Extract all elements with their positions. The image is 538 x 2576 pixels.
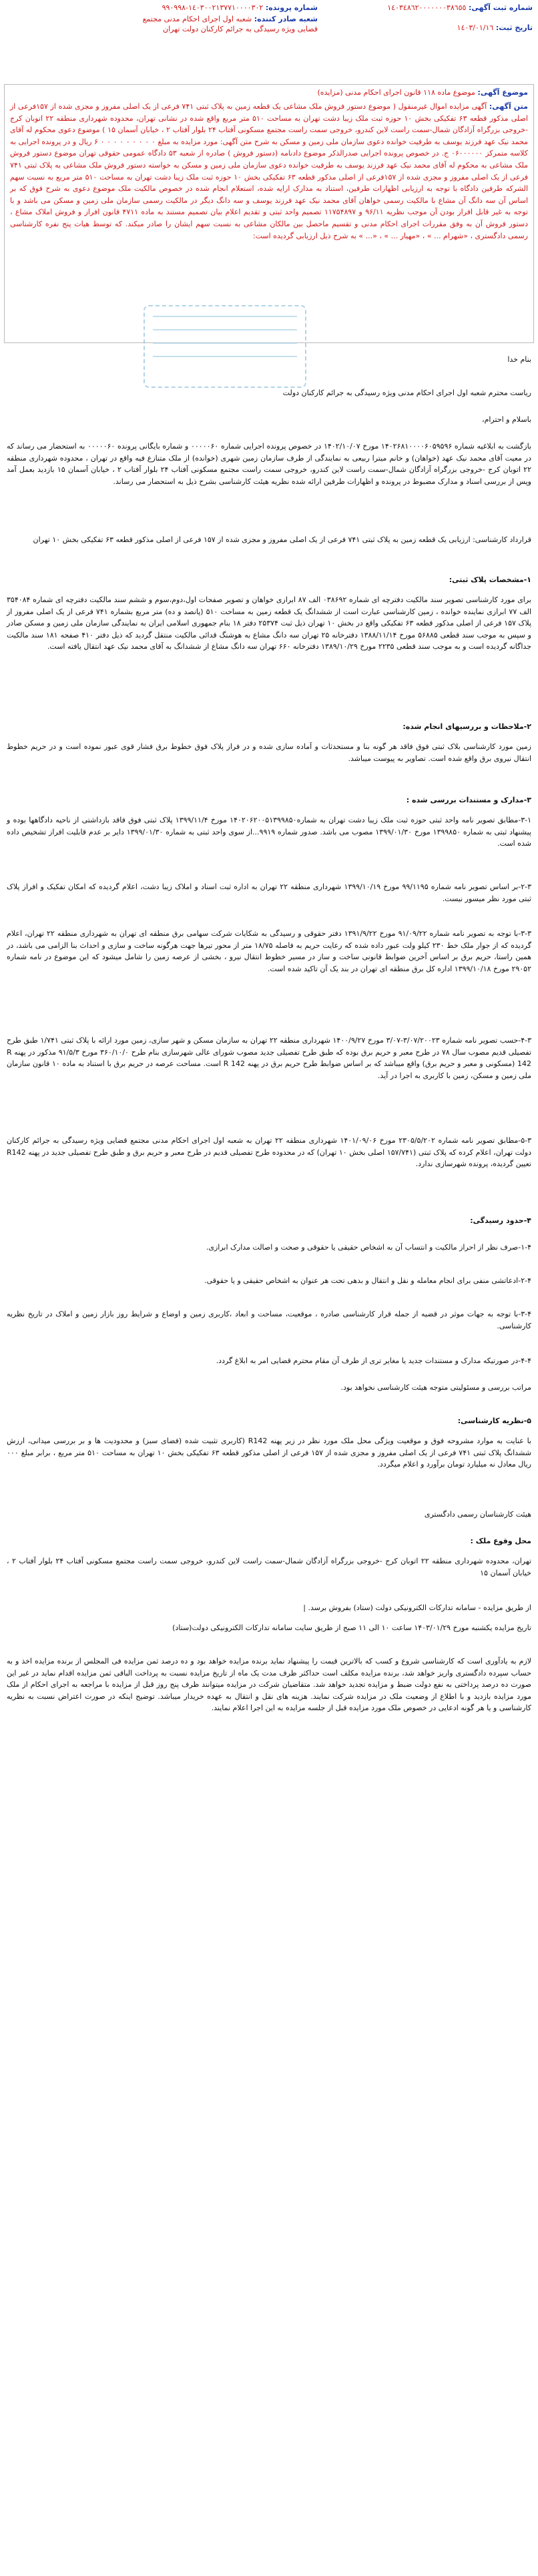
file-and-issuer: [133, 3, 318, 34]
file-number-label: شماره پرونده:: [265, 3, 318, 12]
section-4-heading: ۴-حدود رسیدگی:: [470, 1216, 531, 1225]
ad-text-body: آگهی مزایده اموال غیرمنقول ( موضوع دستور فروش ملک مشاعی یک قطعه زمین به پلاک ثبتی ۷۴۱ فرعی از یک اصلی مفروز و مجزی شده از ۱۵۷فرعی از اصلی مذکور قطعه ۶۳ تفکیکی بخش ۱۰ حوزه ثبت ملک زیبا دشت تهران به مساحت ۵۱۰ متر مربع واقع شده در نشانی تهران، محدوده شهرداری منطقه ۲۲ اتوبان کرج -خروجی بزرگراه آزادگان شمال-سمت راست لاین کندرو، خروجی سمت راست مجتمع مسکونی آفتاب ۲۴ بلوار آفتاب ۲ ، خیابان آسمان ۱۵ ) موضوع دعوی محکوم له آقای محمد نیک عهد فرزند یوسف به طرفیت خوانده دعوی سازمان ملی زمین و مسکن به شرح متن آگهی: مورد مزایده به مبلغ ۰ ۰ ۰ ۰ ۰ ۰ ۰ ۰ ۰ ۶ ریال و در پرونده اجرایی به کلاسه متمرکز ۰۶۰۰۰۰۰۰ ج. در خصوص پرونده اجرایی صدرالذکر موضوع دادنامه (دستور فروش ) صادره از شعبه ۵۳ دادگاه عمومی حقوقی تهران موضوع دستور فروش ملک مشاعی به محکوم له آقای محمد نیک عهد فرزند یوسف به طرفیت خوانده دعوی سازمان ملی زمین و مسکن به خواسته دستور فروش ملک مشاعی به پلاک ثبتی ۷۴۱ فرعی از یک اصلی مفروز و مجزی شده از ۱۵۷فرعی از اصلی مذکور قطعه ۶۳ تفکیکی بخش ۱۰ حوزه ثبت ملک زیبا دشت تهران به مساحت ۵۱۰ متر مربع به نسبت سهم الشرکه طرفین دادگاه با توجه به ارزیابی اظهارات طرفین، استناد به مدارک ارایه شده، استعلام انجام شده در خصوص مالکیت ملک موضوع دعوی به شرح فوق که بر اساس آن سه دانگ آن مشاع با مالکیت رسمی خواهان آقای محمد نیک عهد فرزند یوسف و سه دانگ دیگر در مالکیت رسمی سازمان ملی زمین و مسکن می باشد و با توجه به غیر قابل افراز بودن آن موجب نظریه ۹۶/۱۱ و ۱۱۷۵۴۸۹۷ تصمیم واحد ثبتی و تقدیم اعلام بیان تصمیم مستند به ماده ۴۷۱۱ قانون افراز و فروش املاک مشاع ، دستور فروش آن به وفق مقررات اجرای احکام مدنی و تقسیم ماحصل بین مالکان مشاعی به نسبت سهم ایشان را صادر میکند. که توسط هیات پنج نفره کارشناسی رسمی دادگستری ، «شهرام ... » ، «مهیار ... » ، «... » به شرح ذیل ارزیابی گردیده است:: [10, 102, 529, 240]
location-text: تهران، محدوده شهرداری منطقه ۲۲ اتوبان کرج -خروجی بزرگراه آزادگان شمال-سمت راست لاین کندرو، خروجی سمت راست مجتمع مسکونی آفتاب ۲۴ بلوار آفتاب ۲ ، خیابان آسمان ۱۵: [7, 1557, 531, 1577]
section-3-3: ۳-۳-با توجه به تصویر نامه شماره ۹۱/۰۹/۲۲ مورخ ۱۳۹۱/۹/۲۲ دفتر حقوقی و رسیدگی به شکایات شرکت سهامی برق منطقه ای تهران به شهرداری منطقه ۲۲ تهران، اعلام گردیده که از جوار ملک خط ۲۳۰ کیلو ولت عبور داده شده که رعایت حریم به فاصله ۱۸/۷۵ متر از محور تیرها جهت هرگونه ساخت و سازی و احداث بنا الزامی می باشد، در همین راستا، حریم برق بر اساس آخرین ضوابط قانونی ساخت و ساز در مسیر خطوط انتقال نیرو ، بخشی از عرصه زمین را شامل میشود که این موضوع در نامه شماره ۲۹۰۵۲ مورخ ۱۳۹۹/۱۰/۱۸ اداره کل برق منطقه ای تهران در بند یک آن تاکید شده است.: [7, 929, 532, 973]
register-number-label: شماره ثبت آگهی:: [468, 3, 533, 12]
section-4-2: ۲-۴-ادعاتشی منفی برای انجام معامله و نقل و انتقال و بدهی تحت هر عنوان به اشخاص حقیقی و یا حقوقی.: [204, 1276, 531, 1285]
ad-subject: [10, 87, 528, 98]
section-4-4: ۴-۴-در صورتیکه مدارک و مستندات جدید یا مغایر تری از طرف آن مقام محترم قضایی امر به ابلاغ گردد.: [216, 1356, 531, 1365]
contract-paragraph: قرارداد کارشناسی: ارزیابی یک قطعه زمین به پلاک ثبتی ۷۴۱ فرعی از یک اصلی مفروز و مجزی شده از ۱۵۷ فرعی از اصلی مذکور قطعه ۶۳ تفکیکی بخش ۱۰ تهران: [33, 535, 531, 544]
salutation: باسلام و احترام،: [482, 415, 531, 424]
issuer: شعبه اول اجرای احکام مدنی مجتمع قضایی ویژه رسیدگی به جرائم کارکنان دولت تهران: [142, 15, 318, 33]
section-4-3: ۳-۴-با توجه به جهات موثر در قضیه از جمله قرار کارشناسی صادره ، موقعیت، مساحت و ابعاد ،کاربری زمین و اوضاع و شرایط روز بازار زمین و املاک در تاریخ نظریه کارشناسی.: [7, 1310, 531, 1330]
addressee: ریاست محترم شعبه اول اجرای احکام مدنی ویژه رسیدگی به جرائم کارکنان دولت: [282, 389, 531, 397]
ad-text: [10, 101, 528, 242]
sign-off: هیئت کارشناسان رسمی دادگستری: [424, 1510, 531, 1519]
final-paragraph: لازم به یادآوری است که کارشناسی شروع و کسب که بالاترین قیمت را پیشنهاد نماید برنده مزایده خواهد بود و ده درصد ثمن مزایده فی المجلس از برنده مزایده اخذ و به حساب سپرده دادگستری واریز خواهد شد، برنده مزایده مکلف است حداکثر ظرف مدت یک ماه از تاریخ مزایده نسبت به پرداخت الباقی ثمن مزایده اقدام نماید در غیر این صورت ده درصد پرداختی به نفع دولت ضبط و مزایده تجدید خواهد شد. متقاضیان شرکت در مزایده میتوانند ظرف پنج روز قبل از مزایده با مراجعه به اجرای احکام از ملک مورد مزایده بازدید و با اطلاع از وضعیت ملک در مزایده شرکت نمایند. هزینه های نقل و انتقال به عهده خریدار میباشد. توضیح اینکه در صورت اعتراض نسبت به نظریه کارشناسی و یا هر گونه ادعایی در خصوص ملک مورد مزایده قبل از جلسه مزایده به این اجرا اعلام نمایند.: [7, 1657, 531, 1713]
section-1-text: برای مورد کارشناسی تصویر سند مالکیت دفترچه ای شماره ۰۳۸۶۹۲ الف ۸۷ ابرازی خواهان و تصویر صفحات اول،دوم،سوم و ششم سند مالکیت دفترچه ای شماره ۳۵۴۰۸۴ الف ۷۷ ابرازی نماینده خوانده ، زمین کارشناسی عبارت است از ششدانگ یک قطعه زمین به مساحت ۵۱۰ (پانصد و ده) متر مربع بشماره ۷۴۱ فرعی از یک اصلی مفروز از پلاک ۱۵۷ فرعی از اصلی مذکور قطعه ۶۳ تفکیکی واقع در بخش ۱۰ تهران ذیل ثبت ۲۵۳۷۴ دفتر ۱۸ بنام جمهوری اسلامی ایران به نمایندگی سازمان ملی زمین و مسکن صادر و سپس به موجب سند قطعی ۵۶۸۸۵ مورخ ۱۳۸۸/۱۱/۱۴ دفترخانه ۲۵ تهران سه دانگ مشاع به هوشنگ قدائی مالکیت منتقل گردید که ذیل دفتر ۴۱۰ صفحه ۱۸۱ سند مالکیت جداگانه گردیده است و به موجب سند قطعی ۲۲۳۵ مورخ ۱۳۸۹/۱۰/۲۹ دفترخانه ۶۶۰ تهران سه دانگ مشاع از ششدانگ به آقای محمد نیک عهد انتقال یافته است.: [7, 595, 532, 652]
section-3-1: ۳-۱-مطابق تصویر نامه واحد ثبتی حوزه ثبت ملک زیبا دشت تهران به شماره۱۴۰۲۰۶۲۰۰۵۱۳۹۹۸۵۰ مورخ ۱۳۹۹/۱۱/۴ پلاک ثبتی فوق فاقد بازداشتی از ناحیه دادگاهها بوده و پیشنهاد ثبتی به شماره ۱۳۹۹۸۵۰ مورخ ۱۳۹۹/۰۱/۳۰ مصوب می باشد. صدور شماره ۹۹۱۹...از سوی واحد ثبتی به شماره ۱۳۹۹/۰۱/۳۰ دایر بر عدم قابلیت افراز تشخیص داده شده است.: [7, 816, 531, 848]
notice-header: [0, 0, 538, 80]
file-number: ١٤٠٣٠٠٢١٣٧٧١٠٠٠٠٣٠٢-٩٩٠٩٩٨: [162, 3, 264, 12]
section-3-5: ۵-۳-مطابق تصویر نامه شماره ۲۳۰۵/۵/۲۰۲ مورخ ۱۴۰۱/۰۹/۰۶ شهرداری منطقه ۲۲ تهران به شعبه اول اجرای احکام مدنی مجتمع قضایی ویژه رسیدگی به جرائم کارکنان دولت تهران، اعلام کرده که پلاک ثبتی (۱۵۷/۷۴۱ اصلی بخش ۱۰ تهران) که در محدوده طرح تفصیلی قدیم در طرح معبر و حریم برق و طبق طرح تفصیلی جدید در پهنه R142 تعیین گردیده، پرونده شهرسازی ندارد.: [7, 1136, 532, 1169]
section-2-heading: ۲-ملاحظات و بررسیهای انجام شده:: [402, 722, 531, 731]
ad-text-label: متن آگهی:: [489, 102, 528, 111]
section-1-heading: ۱-مشخصات پلاک ثبتی:: [449, 575, 531, 584]
section-5-text: با عنایت به موارد مشروحه فوق و موقعیت ویژگی محل ملک مورد نظر در زیر پهنه R142 (کاربری تثبیت شده (فضای سبز) و محدودیت ها و بر بررسی میدانی، ارزش ششدانگ پلاک ثبتی ۷۴۱ فرعی از یک اصلی مفروز و مجزی شده از ۱۵۷ فرعی از اصلی مذکور قطعه ۶۳ تفکیکی بخش ۱۰ تهران به مساحت ۵۱۰ متر مربع ، برابر مبلغ ۰۰۰ ریال معادل نه میلیارد تومان برآورد و اعلام میگردد.: [7, 1437, 531, 1469]
date-label: تاریخ ثبت:: [495, 23, 533, 32]
auction-when: تاریخ مزایده یکشنبه مورخ ۱۴۰۳/۰۱/۲۹ ساعت ۱۰ الی ۱۱ صبح از طریق سایت سامانه تدارکات الکترونیکی دولت(ستاد): [172, 1623, 531, 1632]
location-heading: محل وقوع ملک :: [470, 1537, 531, 1545]
section-3-2: ۲-۳-بر اساس تصویر نامه شماره ۹۹/۱۱۹۵ مورخ ۱۳۹۹/۱۰/۱۹ شهرداری منطقه ۲۲ تهران به اداره ثبت اسناد و املاک زیبا دشت، اعلام گردیده که امکان تفکیک و افراز پلاک ثبتی مورد نظر میسور نیست.: [7, 882, 532, 903]
seal-stamp: [144, 305, 306, 388]
auction-where: از طریق مزایده - سامانه تدارکات الکترونیکی دولت (ستاد) بفروش برسد. |: [303, 1603, 531, 1612]
register-number: ١٤٠٣٤٨٦٢٠٠٠٠٠٠٠٣٨٦٥٥: [387, 3, 467, 12]
greeting: بنام خدا: [507, 355, 531, 364]
ad-subject-label: موضوع آگهی:: [477, 88, 528, 97]
register-date: ١٤٠٣/٠١/١٦: [457, 23, 494, 32]
intro-paragraph: بازگشت به ابلاغیه شماره ۱۴۰۲۶۸۱۰۰۰۰۶۰۵۹۵۹۶ مورخ ۱۴۰۲/۱۰/۰۷ در خصوص پرونده اجرایی شماره ۰۰۰۰۰۶۰ و شماره بایگانی پرونده ۰۰۰۰۰۶۰ به استحضار می رساند که در معیت آقای محمد نیک عهد (خواهان) و خانم میترا ربیعی به نمایندگی از طرف سازمان زمین شهری (خوانده) از ملک متنازع فیه واقع در تهران ، محدوده شهرداری منطقه ۲۲ اتوبان کرج -خروجی بزرگراه آزادگان شمال-سمت راست لاین کندرو، خروجی سمت راست مجتمع مسکونی آفتاب ۲۴ بلوار آفتاب ۲ ، خیابان آسمان ۱۵ بازدید بعمل آمد وپس از بررسی اسناد و مدارک مضبوط در پرونده و اظهارات طرفین ارائه شده نظریه هیئت کارشناسی بشرح ذیل به استحضار می رساند.: [7, 442, 531, 486]
ad-subject-value: موضوع ماده ۱۱۸ قانون اجرای احکام مدنی (مزایده): [317, 88, 475, 97]
section-4-5: مراتب بررسی و مسئولیتی متوجه هیئت کارشناسی نخواهد بود.: [340, 1383, 531, 1392]
section-4-1: ۱-۴-صرف نظر از احراز مالکیت و انتساب آن به اشخاص حقیقی یا حقوقی و صحت و اصالت مدارک ابرازی.: [206, 1243, 531, 1252]
ad-box: [4, 84, 534, 343]
section-3-heading: ۳-مدارک و مستندات بررسی شده :: [406, 796, 531, 804]
section-5-heading: ۵-نظریه کارشناسی:: [457, 1416, 531, 1425]
issuer-label: شعبه صادر کننده:: [254, 15, 318, 23]
section-2-text: زمین مورد کارشناسی بلاک ثبتی فوق فاقد هر گونه بنا و مستحدثات و آماده سازی شده و در فراز پلاک فوق خطوط برق فشار قوی عبور نموده است و در حریم خطوط انتقال نیروی برق واقع شده است. تصاویر به پیوست میباشد.: [7, 742, 531, 763]
section-3-4: ۴-۳-حسب تصویر نامه شماره ۳/۰۷/۲۰۰۲۳-۳/۰۷ مورخ ۱۴۰۰/۹/۲۷ شهرداری منطقه ۲۲ تهران به سازمان مسکن و شهر سازی، زمین مورد ارائه با پلاک ثبتی ۱/۷۴۱ طبق طرح تفصیلی قدیم مصوب سال ۷۸ در طرح معبر و حریم برق بوده که طبق طرح تفصیلی جدید مصوب شورای عالی شهرسازی بنام طرح ۳۶۰/۱۰/۰ مورخ ۹۱/۵/۳ مذکور در پهنه R 142 (مسکونی و معبر و حریم برق) واقع میباشد که بر اساس ضوابط طرح حریم برق در پهنه R 142 است. مساحت عرصه در حریم برق با استناد به ماده ۱۰ قانون سازمان ملی زمین و مسکن، زمین با کاربری به اجرا در آید.: [7, 1036, 532, 1080]
